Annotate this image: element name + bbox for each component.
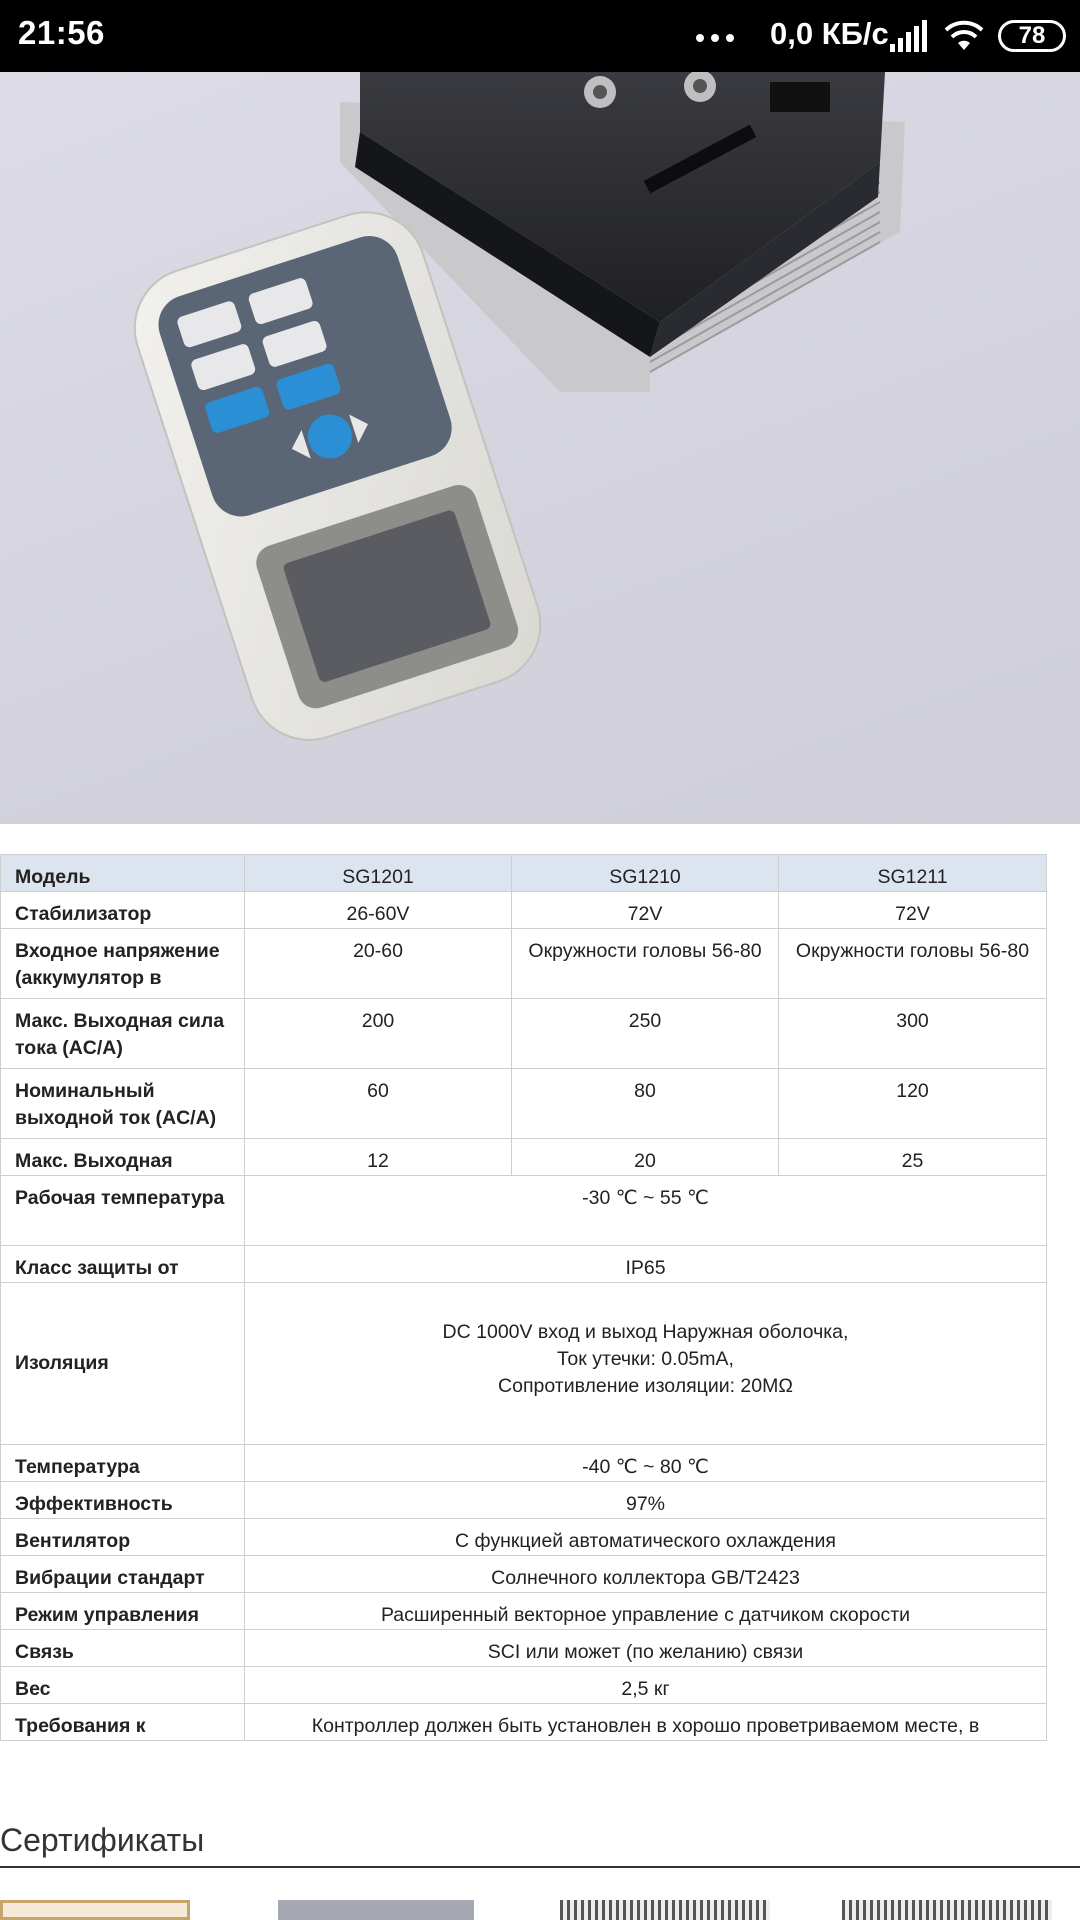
table-cell-value xyxy=(245,1283,1047,1445)
table-cell-label: Вентилятор xyxy=(1,1519,245,1556)
table-cell-label: Изоляция xyxy=(1,1283,245,1445)
status-bar xyxy=(0,0,1080,72)
table-cell-value: 120 xyxy=(779,1069,1047,1139)
insulation-line: DC 1000V вход и выход Наружная оболочка, xyxy=(442,1321,849,1343)
insulation-line: Сопротивление изоляции: 20MΩ xyxy=(498,1375,793,1397)
table-cell-value: 300 xyxy=(779,999,1047,1069)
table-cell-value: -40 ℃ ~ 80 ℃ xyxy=(245,1445,1047,1482)
product-photo xyxy=(0,72,1080,824)
table-cell-value: Окружности головы 56-80 xyxy=(512,929,779,999)
table-row xyxy=(1,1593,1047,1630)
table-header-row xyxy=(1,855,1047,892)
table-cell-model: SG1210 xyxy=(512,855,779,892)
table-cell-value: SCI или может (по желанию) связи xyxy=(245,1630,1047,1667)
status-time: 21:56 xyxy=(18,14,105,51)
certificate-thumbnail[interactable] xyxy=(0,1900,190,1920)
table-cell-label: Эффективность xyxy=(1,1482,245,1519)
insulation-line: Ток утечки: 0.05mA, xyxy=(557,1348,734,1370)
table-cell-value: 60 xyxy=(245,1069,512,1139)
table-cell-value: Окружности головы 56-80 xyxy=(779,929,1047,999)
table-cell-value: 80 xyxy=(512,1069,779,1139)
cell-signal-icon xyxy=(890,20,930,52)
table-row xyxy=(1,1704,1047,1741)
table-cell-value: 2,5 кг xyxy=(245,1667,1047,1704)
table-row xyxy=(1,1667,1047,1704)
table-row xyxy=(1,1069,1047,1139)
table-cell-value: Контроллер должен быть установлен в хорошо проветриваемом месте, в xyxy=(245,1704,1047,1741)
table-row xyxy=(1,1246,1047,1283)
table-cell-label: Макс. Выходная xyxy=(1,1139,245,1176)
certificates-divider xyxy=(0,1866,1080,1868)
table-cell-value: -30 ℃ ~ 55 ℃ xyxy=(245,1176,1047,1246)
table-row xyxy=(1,1519,1047,1556)
table-cell-label: Входное напряжение (аккумулятор в xyxy=(1,929,245,999)
table-row xyxy=(1,1176,1047,1246)
wifi-icon xyxy=(944,18,984,52)
table-row xyxy=(1,1556,1047,1593)
table-cell-value: Расширенный векторное управление с датчиком скорости xyxy=(245,1593,1047,1630)
table-row xyxy=(1,1630,1047,1667)
table-row xyxy=(1,892,1047,929)
table-cell-value: 26-60V xyxy=(245,892,512,929)
table-cell-model: SG1201 xyxy=(245,855,512,892)
network-speed: 0,0 КБ/с xyxy=(770,16,889,51)
spec-table-container xyxy=(0,854,1046,1741)
table-row xyxy=(1,929,1047,999)
table-cell-value: 20 xyxy=(512,1139,779,1176)
certificate-thumbnail[interactable] xyxy=(560,1900,770,1920)
table-cell-label: Номинальный выходной ток (AC/A) xyxy=(1,1069,245,1139)
table-cell-label: Вибрации стандарт xyxy=(1,1556,245,1593)
table-cell-value: 97% xyxy=(245,1482,1047,1519)
table-cell-value: 25 xyxy=(779,1139,1047,1176)
table-cell-model: SG1211 xyxy=(779,855,1047,892)
table-cell-value: 12 xyxy=(245,1139,512,1176)
certificates-heading: Сертификаты xyxy=(0,1822,205,1858)
table-cell-value: 72V xyxy=(779,892,1047,929)
table-cell-value: 250 xyxy=(512,999,779,1069)
table-cell-value: 20-60 xyxy=(245,929,512,999)
table-cell-label: Стабилизатор xyxy=(1,892,245,929)
table-cell-label: Рабочая температура xyxy=(1,1176,245,1246)
table-cell-value: 72V xyxy=(512,892,779,929)
table-row xyxy=(1,1482,1047,1519)
product-photo-drawing xyxy=(0,72,1080,824)
more-notifications-icon xyxy=(696,34,734,42)
table-row xyxy=(1,1283,1047,1445)
table-cell-value: Солнечного коллектора GB/T2423 xyxy=(245,1556,1047,1593)
table-cell-value: IP65 xyxy=(245,1246,1047,1283)
table-cell-label: Макс. Выходная сила тока (AC/A) xyxy=(1,999,245,1069)
table-row xyxy=(1,1445,1047,1482)
table-cell-label: Температура xyxy=(1,1445,245,1482)
table-cell-value: 200 xyxy=(245,999,512,1069)
table-cell-label: Связь xyxy=(1,1630,245,1667)
table-cell-label: Требования к xyxy=(1,1704,245,1741)
certificate-thumbnail[interactable] xyxy=(842,1900,1052,1920)
battery-level: 78 xyxy=(1018,22,1046,49)
table-cell-label: Режим управления xyxy=(1,1593,245,1630)
certificate-thumbnail[interactable] xyxy=(278,1900,474,1920)
spec-table xyxy=(0,854,1047,1741)
table-row xyxy=(1,999,1047,1069)
table-cell-label: Вес xyxy=(1,1667,245,1704)
table-cell-label: Модель xyxy=(1,855,245,892)
table-row xyxy=(1,1139,1047,1176)
table-cell-value: С функцией автоматического охлаждения xyxy=(245,1519,1047,1556)
table-cell-label: Класс защиты от xyxy=(1,1246,245,1283)
battery-icon xyxy=(998,20,1066,52)
